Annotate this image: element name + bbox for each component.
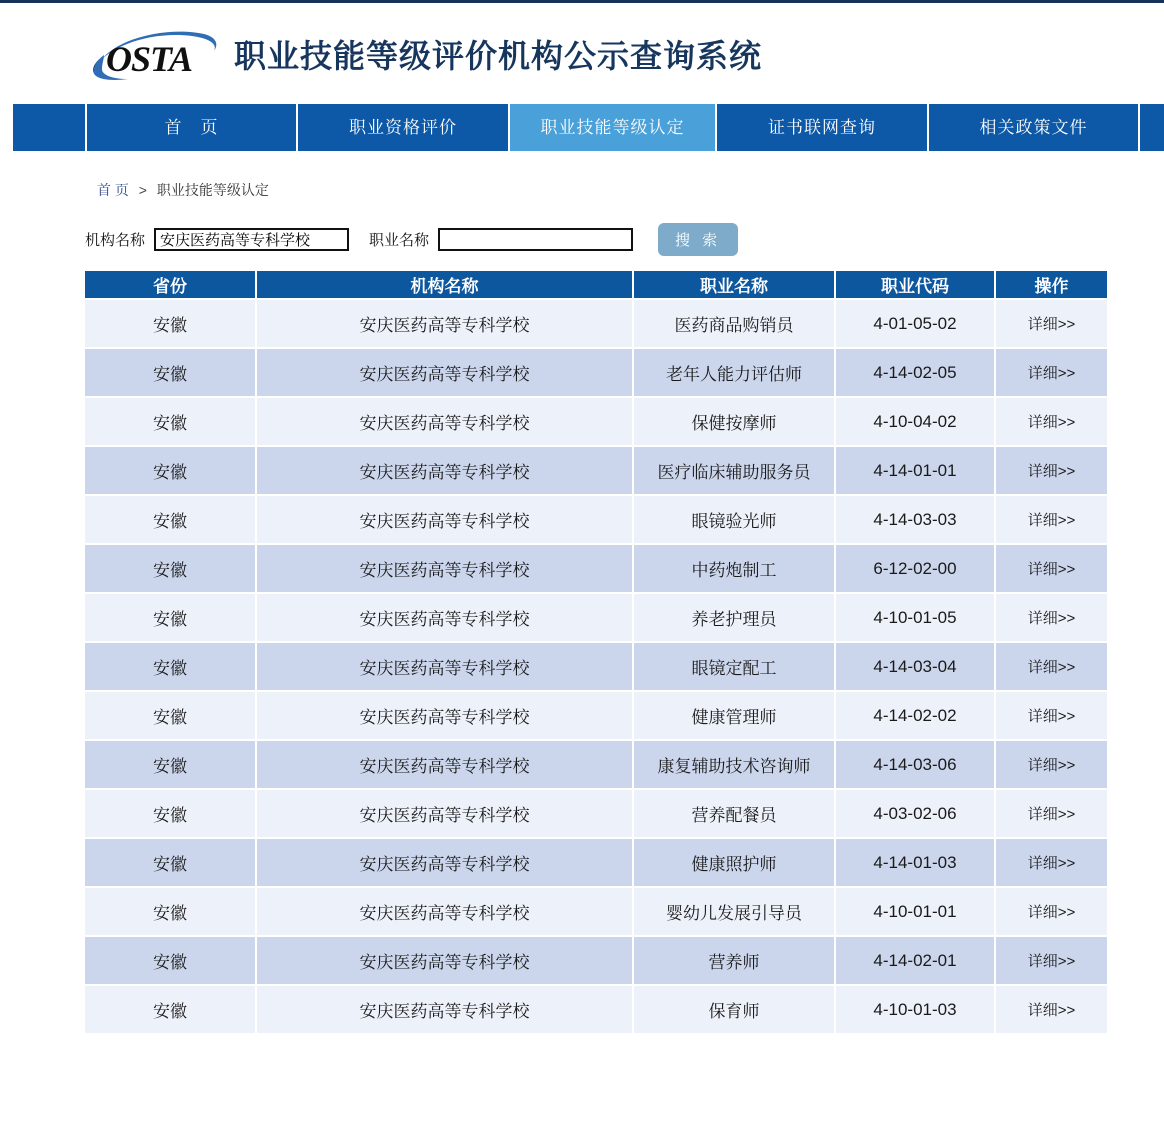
org-name-cell: 安庆医药高等专科学校 (256, 299, 633, 348)
action-cell (995, 740, 1107, 789)
province-cell: 安徽 (85, 887, 256, 936)
header-action: 操作 (995, 271, 1107, 299)
detail-link[interactable]: 详细>> (1027, 512, 1076, 529)
detail-link[interactable]: 详细>> (1027, 757, 1076, 774)
org-name-cell: 安庆医药高等专科学校 (256, 789, 633, 838)
action-cell (995, 446, 1107, 495)
detail-link[interactable]: 详细>> (1027, 414, 1076, 431)
header-org-name: 机构名称 (256, 271, 633, 299)
job-name-cell: 健康照护师 (633, 838, 835, 887)
action-cell (995, 348, 1107, 397)
job-name-cell: 保育师 (633, 985, 835, 1034)
search-button[interactable]: 搜 索 (658, 223, 738, 256)
org-name-cell: 安庆医药高等专科学校 (256, 691, 633, 740)
table-row (85, 789, 1107, 838)
action-cell (995, 936, 1107, 985)
nav-item-occupational-qualification[interactable]: 职业资格评价 (298, 104, 508, 151)
province-cell: 安徽 (85, 789, 256, 838)
action-cell (995, 397, 1107, 446)
job-code-cell: 4-14-01-03 (835, 838, 995, 887)
job-code-cell: 6-12-02-00 (835, 544, 995, 593)
province-cell: 安徽 (85, 495, 256, 544)
job-name-label: 职业名称 (369, 232, 430, 249)
header-job-name: 职业名称 (633, 271, 835, 299)
site-header (0, 3, 1164, 104)
job-code-cell: 4-14-03-06 (835, 740, 995, 789)
detail-link[interactable]: 详细>> (1027, 463, 1076, 480)
province-cell: 安徽 (85, 544, 256, 593)
province-cell: 安徽 (85, 446, 256, 495)
search-bar (85, 223, 1164, 256)
action-cell (995, 789, 1107, 838)
province-cell: 安徽 (85, 936, 256, 985)
job-name-cell: 医疗临床辅助服务员 (633, 446, 835, 495)
job-name-cell: 老年人能力评估师 (633, 348, 835, 397)
results-table (85, 271, 1107, 1035)
nav-filler-right (1140, 104, 1164, 151)
nav-item-certificate-query[interactable]: 证书联网查询 (717, 104, 927, 151)
province-cell: 安徽 (85, 299, 256, 348)
province-cell: 安徽 (85, 838, 256, 887)
results-table-body (85, 299, 1107, 1034)
job-name-cell: 眼镜验光师 (633, 495, 835, 544)
province-cell: 安徽 (85, 740, 256, 789)
detail-link[interactable]: 详细>> (1027, 1002, 1076, 1019)
table-row (85, 985, 1107, 1034)
detail-link[interactable]: 详细>> (1027, 316, 1076, 333)
nav-item-policy-documents[interactable]: 相关政策文件 (929, 104, 1138, 151)
org-name-cell: 安庆医药高等专科学校 (256, 495, 633, 544)
nav-item-home[interactable]: 首 页 (87, 104, 296, 151)
action-cell (995, 593, 1107, 642)
table-row (85, 936, 1107, 985)
org-name-cell: 安庆医药高等专科学校 (256, 642, 633, 691)
table-row (85, 495, 1107, 544)
detail-link[interactable]: 详细>> (1027, 904, 1076, 921)
table-row (85, 887, 1107, 936)
job-name-cell: 营养配餐员 (633, 789, 835, 838)
org-name-label: 机构名称 (85, 232, 146, 249)
breadcrumb-current: 职业技能等级认定 (156, 182, 269, 198)
job-name-input[interactable] (438, 228, 633, 251)
job-name-cell: 眼镜定配工 (633, 642, 835, 691)
breadcrumb-separator: > (138, 182, 147, 198)
table-row (85, 740, 1107, 789)
page-title: 职业技能等级评价机构公示查询系统 (234, 37, 763, 74)
org-name-cell: 安庆医药高等专科学校 (256, 936, 633, 985)
job-name-cell: 健康管理师 (633, 691, 835, 740)
header-province: 省份 (85, 271, 256, 299)
table-row (85, 397, 1107, 446)
table-row (85, 642, 1107, 691)
job-code-cell: 4-10-04-02 (835, 397, 995, 446)
job-code-cell: 4-10-01-03 (835, 985, 995, 1034)
job-code-cell: 4-10-01-01 (835, 887, 995, 936)
job-code-cell: 4-14-03-04 (835, 642, 995, 691)
province-cell: 安徽 (85, 691, 256, 740)
job-name-cell: 营养师 (633, 936, 835, 985)
action-cell (995, 495, 1107, 544)
org-name-cell: 安庆医药高等专科学校 (256, 544, 633, 593)
job-code-cell: 4-14-02-02 (835, 691, 995, 740)
nav-filler-left (13, 104, 85, 151)
job-name-cell: 养老护理员 (633, 593, 835, 642)
action-cell (995, 544, 1107, 593)
org-name-cell: 安庆医药高等专科学校 (256, 593, 633, 642)
main-nav (0, 104, 1164, 151)
action-cell (995, 838, 1107, 887)
table-header-row (85, 271, 1107, 299)
action-cell (995, 642, 1107, 691)
job-name-cell: 康复辅助技术咨询师 (633, 740, 835, 789)
osta-logo[interactable] (88, 25, 220, 83)
org-name-cell: 安庆医药高等专科学校 (256, 985, 633, 1034)
org-name-cell: 安庆医药高等专科学校 (256, 740, 633, 789)
job-code-cell: 4-14-02-01 (835, 936, 995, 985)
org-name-cell: 安庆医药高等专科学校 (256, 838, 633, 887)
header-job-code: 职业代码 (835, 271, 995, 299)
table-row (85, 544, 1107, 593)
action-cell (995, 299, 1107, 348)
table-row (85, 838, 1107, 887)
table-row (85, 691, 1107, 740)
job-code-cell: 4-10-01-05 (835, 593, 995, 642)
org-name-cell: 安庆医药高等专科学校 (256, 397, 633, 446)
action-cell (995, 691, 1107, 740)
job-code-cell: 4-03-02-06 (835, 789, 995, 838)
breadcrumb (97, 180, 1164, 200)
action-cell (995, 985, 1107, 1034)
job-name-cell: 中药炮制工 (633, 544, 835, 593)
org-name-cell: 安庆医药高等专科学校 (256, 887, 633, 936)
breadcrumb-home-link[interactable]: 首 页 (97, 182, 129, 198)
action-cell (995, 887, 1107, 936)
province-cell: 安徽 (85, 642, 256, 691)
province-cell: 安徽 (85, 985, 256, 1034)
detail-link[interactable]: 详细>> (1027, 365, 1076, 382)
job-code-cell: 4-14-01-01 (835, 446, 995, 495)
table-row (85, 593, 1107, 642)
job-name-cell: 医药商品购销员 (633, 299, 835, 348)
province-cell: 安徽 (85, 397, 256, 446)
detail-link[interactable]: 详细>> (1027, 561, 1076, 578)
province-cell: 安徽 (85, 348, 256, 397)
detail-link[interactable]: 详细>> (1027, 708, 1076, 725)
org-name-cell: 安庆医药高等专科学校 (256, 348, 633, 397)
job-name-cell: 保健按摩师 (633, 397, 835, 446)
table-row (85, 446, 1107, 495)
job-name-cell: 婴幼儿发展引导员 (633, 887, 835, 936)
detail-link[interactable]: 详细>> (1027, 610, 1076, 627)
nav-item-skill-level-certification[interactable]: 职业技能等级认定 (510, 104, 715, 151)
org-name-input[interactable] (154, 228, 349, 251)
table-row (85, 299, 1107, 348)
results-table-head (85, 271, 1107, 299)
job-code-cell: 4-14-02-05 (835, 348, 995, 397)
job-code-cell: 4-01-05-02 (835, 299, 995, 348)
province-cell: 安徽 (85, 593, 256, 642)
job-code-cell: 4-14-03-03 (835, 495, 995, 544)
logo-text: OSTA (106, 38, 193, 79)
detail-link[interactable]: 详细>> (1027, 806, 1076, 823)
table-row (85, 348, 1107, 397)
org-name-cell: 安庆医药高等专科学校 (256, 446, 633, 495)
detail-link[interactable]: 详细>> (1027, 855, 1076, 872)
detail-link[interactable]: 详细>> (1027, 659, 1076, 676)
detail-link[interactable]: 详细>> (1027, 953, 1076, 970)
